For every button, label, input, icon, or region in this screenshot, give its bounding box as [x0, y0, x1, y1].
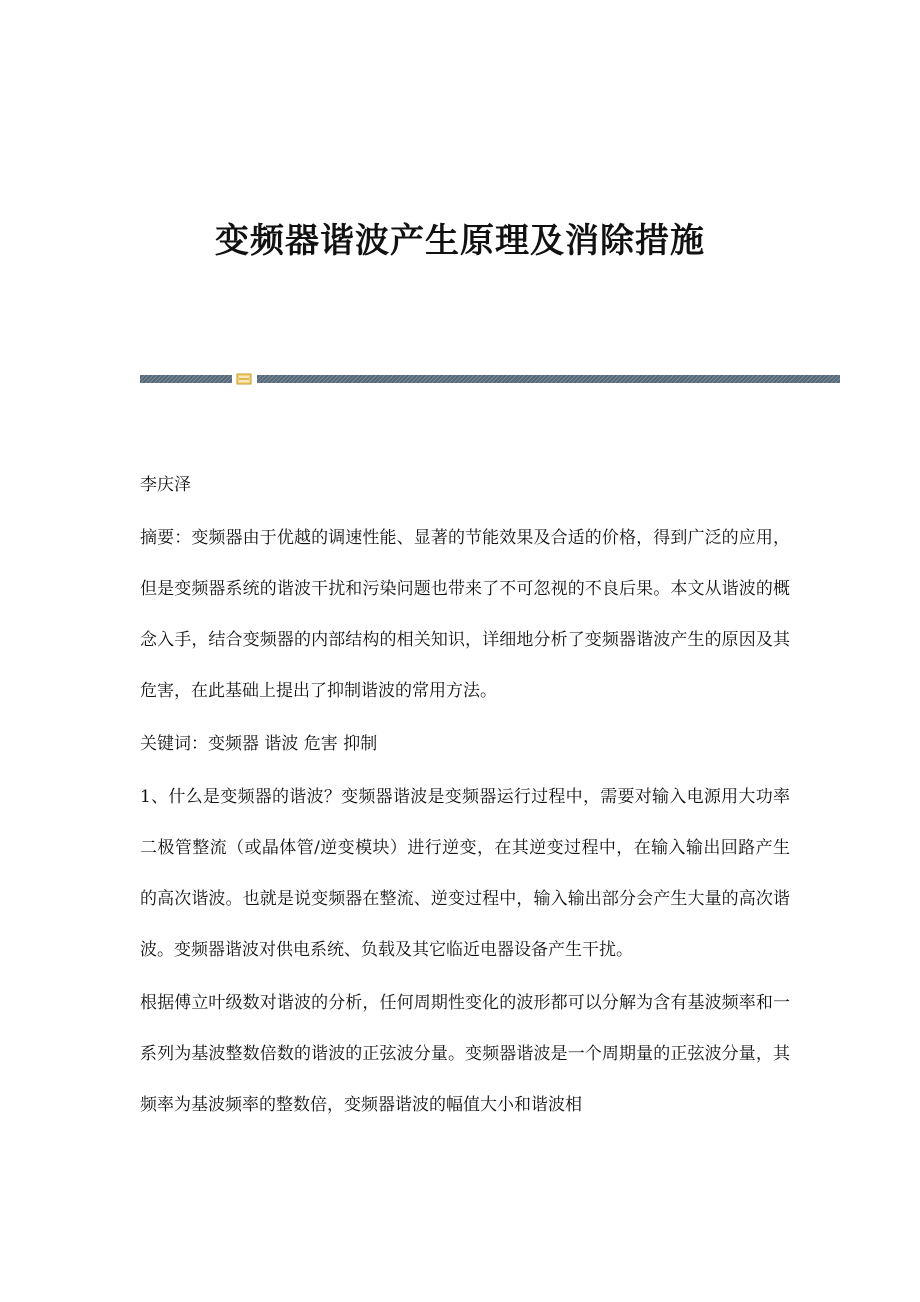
divider-bar-left: [140, 375, 232, 383]
divider-ornament-icon: [236, 372, 252, 386]
page-title: 变频器谐波产生原理及消除措施: [215, 221, 705, 261]
body-paragraph: 根据傅立叶级数对谐波的分析，任何周期性变化的波形都可以分解为含有基波频率和一系列为基波整数倍数的谐波的正弦波分量。变频器谐波是一个周期量的正弦波分量，其频率为基波频率的整数倍，变频器谐波的幅值大小和谐波相: [140, 993, 790, 1115]
divider-bar-right: [257, 375, 840, 383]
keywords-line: 关键词：变频器 谐波 危害 抑制: [140, 734, 378, 754]
author: 李庆泽: [140, 475, 191, 495]
body-paragraph: 1、什么是变频器的谐波？变频器谐波是变频器运行过程中，需要对输入电源用大功率二极管整流（或晶体管/逆变模块）进行逆变，在其逆变过程中，在输入输出回路产生的高次谐波。也就是说变频器在整流、逆变过程中，输入输出部分会产生大量的高次谐波。变频器谐波对供电系统、负载及其它临近电器设备产生干扰。: [140, 787, 790, 960]
abstract-paragraph: 摘要：变频器由于优越的调速性能、显著的节能效果及合适的价格，得到广泛的应用，但是变频器系统的谐波干扰和污染问题也带来了不可忽视的不良后果。本文从谐波的概念入手，结合变频器的内部结构的相关知识，详细地分析了变频器谐波产生的原因及其危害，在此基础上提出了抑制谐波的常用方法。: [140, 528, 790, 701]
document-body: [140, 460, 790, 1131]
title-divider: [140, 375, 840, 385]
